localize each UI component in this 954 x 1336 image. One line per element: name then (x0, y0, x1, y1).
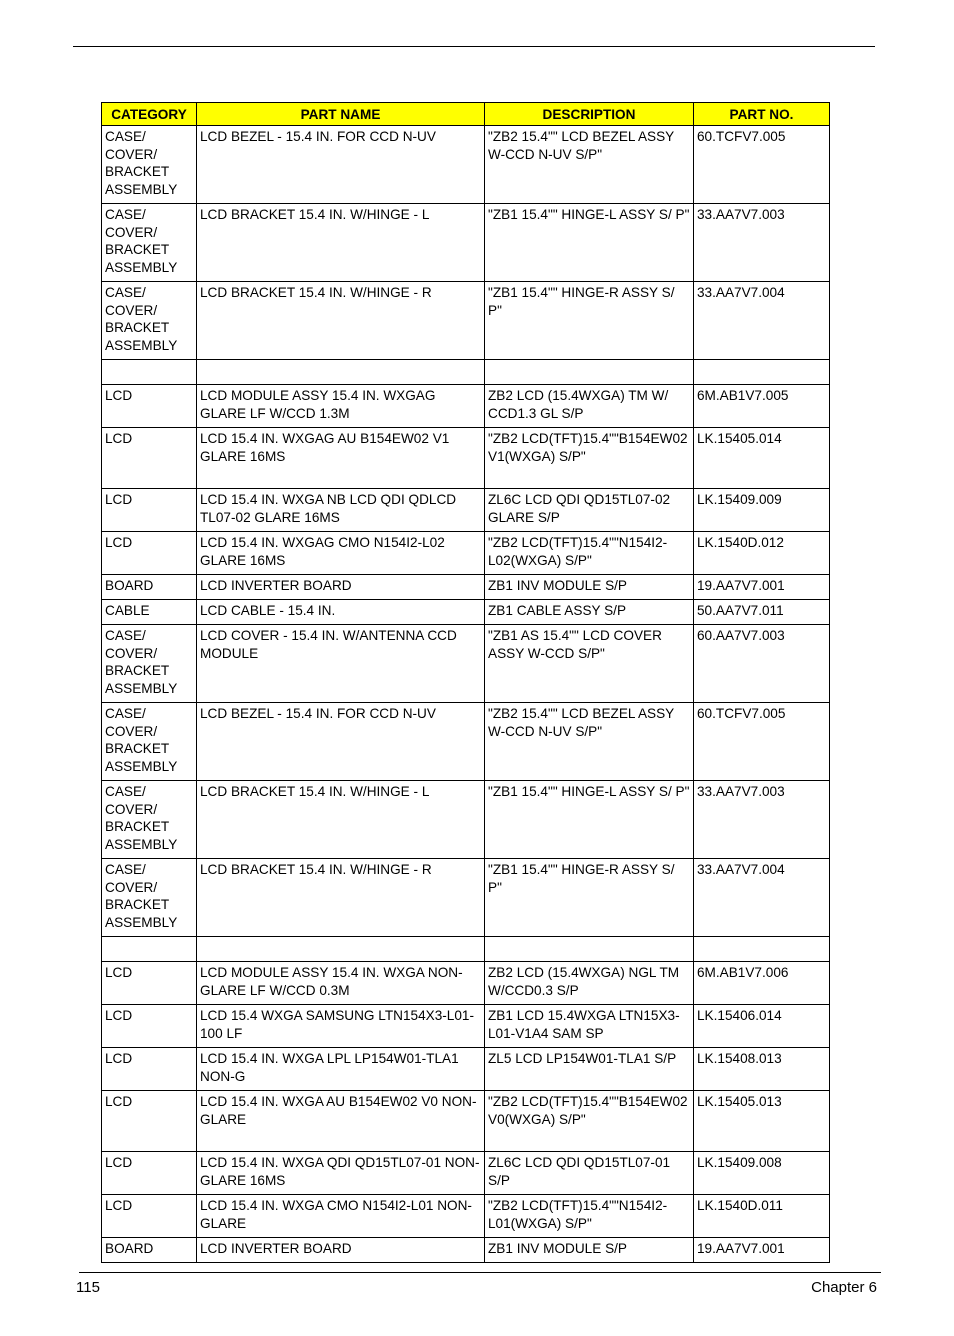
cell-description: "ZB1 15.4"" HINGE-L ASSY S/ P" (485, 781, 694, 859)
cell-description (485, 360, 694, 385)
cell-part-name: LCD BRACKET 15.4 IN. W/HINGE - L (197, 204, 485, 282)
cell-part-name: LCD INVERTER BOARD (197, 1238, 485, 1263)
cell-part-no: LK.15406.014 (694, 1005, 830, 1048)
column-header-part-no: PART NO. (694, 103, 830, 126)
cell-description: ZB1 CABLE ASSY S/P (485, 600, 694, 625)
cell-category: CASE/ COVER/ BRACKET ASSEMBLY (102, 204, 197, 282)
cell-part-name (197, 937, 485, 962)
cell-part-name: LCD 15.4 IN. WXGAG AU B154EW02 V1 GLARE 16MS (197, 428, 485, 489)
cell-category: CASE/ COVER/ BRACKET ASSEMBLY (102, 859, 197, 937)
table-row (102, 600, 830, 625)
cell-category: BOARD (102, 1238, 197, 1263)
cell-part-no: 33.AA7V7.004 (694, 859, 830, 937)
cell-category (102, 937, 197, 962)
cell-part-no: 50.AA7V7.011 (694, 600, 830, 625)
table-row (102, 625, 830, 703)
cell-category: LCD (102, 385, 197, 428)
column-header-category: CATEGORY (102, 103, 197, 126)
cell-category: LCD (102, 962, 197, 1005)
cell-part-no: 60.AA7V7.003 (694, 625, 830, 703)
cell-description: ZB2 LCD (15.4WXGA) TM W/ CCD1.3 GL S/P (485, 385, 694, 428)
table-row (102, 1195, 830, 1238)
cell-category: CASE/ COVER/ BRACKET ASSEMBLY (102, 781, 197, 859)
cell-part-no: LK.15405.013 (694, 1091, 830, 1152)
table-header (102, 103, 830, 126)
cell-part-no (694, 360, 830, 385)
cell-category: CASE/ COVER/ BRACKET ASSEMBLY (102, 126, 197, 204)
cell-part-no: LK.1540D.011 (694, 1195, 830, 1238)
cell-description: "ZB1 AS 15.4"" LCD COVER ASSY W-CCD S/P" (485, 625, 694, 703)
cell-category: CASE/ COVER/ BRACKET ASSEMBLY (102, 625, 197, 703)
table-row (102, 1005, 830, 1048)
cell-part-name: LCD 15.4 WXGA SAMSUNG LTN154X3-L01-100 LF (197, 1005, 485, 1048)
cell-part-name (197, 360, 485, 385)
cell-part-no: 19.AA7V7.001 (694, 575, 830, 600)
cell-category: LCD (102, 1195, 197, 1238)
cell-category: LCD (102, 1005, 197, 1048)
table-row (102, 859, 830, 937)
table-body (102, 126, 830, 1263)
cell-category: BOARD (102, 575, 197, 600)
cell-description: ZB1 INV MODULE S/P (485, 1238, 694, 1263)
cell-part-name: LCD CABLE - 15.4 IN. (197, 600, 485, 625)
table-row (102, 1091, 830, 1152)
table-row (102, 1152, 830, 1195)
table-row (102, 575, 830, 600)
cell-part-no: 33.AA7V7.003 (694, 781, 830, 859)
table-row (102, 532, 830, 575)
cell-description: "ZB1 15.4"" HINGE-R ASSY S/ P" (485, 859, 694, 937)
cell-description: ZL5 LCD LP154W01-TLA1 S/P (485, 1048, 694, 1091)
cell-part-name: LCD 15.4 IN. WXGAG CMO N154I2-L02 GLARE 16MS (197, 532, 485, 575)
cell-part-no: 6M.AB1V7.005 (694, 385, 830, 428)
table-row (102, 1048, 830, 1091)
parts-table (101, 102, 830, 1263)
cell-description: "ZB2 LCD(TFT)15.4""B154EW02 V0(WXGA) S/P" (485, 1091, 694, 1152)
cell-category: LCD (102, 428, 197, 489)
cell-description: "ZB2 LCD(TFT)15.4""N154I2-L01(WXGA) S/P" (485, 1195, 694, 1238)
cell-part-name: LCD INVERTER BOARD (197, 575, 485, 600)
cell-part-no: LK.15409.008 (694, 1152, 830, 1195)
cell-part-name: LCD BEZEL - 15.4 IN. FOR CCD N-UV (197, 126, 485, 204)
cell-part-name: LCD 15.4 IN. WXGA NB LCD QDI QDLCD TL07-02 GLARE 16MS (197, 489, 485, 532)
table-row (102, 282, 830, 360)
cell-category: LCD (102, 532, 197, 575)
cell-description: ZB2 LCD (15.4WXGA) NGL TM W/CCD0.3 S/P (485, 962, 694, 1005)
cell-description: "ZB2 15.4"" LCD BEZEL ASSY W-CCD N-UV S/P" (485, 126, 694, 204)
cell-description: "ZB2 15.4"" LCD BEZEL ASSY W-CCD N-UV S/P" (485, 703, 694, 781)
cell-category: LCD (102, 1091, 197, 1152)
cell-part-no: LK.1540D.012 (694, 532, 830, 575)
table-row (102, 781, 830, 859)
cell-description: ZB1 INV MODULE S/P (485, 575, 694, 600)
column-header-part-name: PART NAME (197, 103, 485, 126)
table-row (102, 703, 830, 781)
cell-description (485, 937, 694, 962)
cell-part-no (694, 937, 830, 962)
cell-category: CASE/ COVER/ BRACKET ASSEMBLY (102, 703, 197, 781)
cell-part-name: LCD COVER - 15.4 IN. W/ANTENNA CCD MODULE (197, 625, 485, 703)
cell-part-name: LCD BRACKET 15.4 IN. W/HINGE - R (197, 282, 485, 360)
cell-part-no: LK.15409.009 (694, 489, 830, 532)
cell-part-no: 6M.AB1V7.006 (694, 962, 830, 1005)
cell-part-name: LCD MODULE ASSY 15.4 IN. WXGAG GLARE LF W/CCD 1.3M (197, 385, 485, 428)
cell-category: CASE/ COVER/ BRACKET ASSEMBLY (102, 282, 197, 360)
header-rule (73, 46, 875, 47)
footer-rule (79, 1272, 881, 1273)
cell-part-no: LK.15405.014 (694, 428, 830, 489)
cell-part-name: LCD BRACKET 15.4 IN. W/HINGE - L (197, 781, 485, 859)
cell-part-no: LK.15408.013 (694, 1048, 830, 1091)
table-row (102, 204, 830, 282)
table-row (102, 1238, 830, 1263)
cell-description: ZL6C LCD QDI QD15TL07-01 S/P (485, 1152, 694, 1195)
cell-description: "ZB2 LCD(TFT)15.4""N154I2-L02(WXGA) S/P" (485, 532, 694, 575)
cell-part-name: LCD MODULE ASSY 15.4 IN. WXGA NON-GLARE LF W/CCD 0.3M (197, 962, 485, 1005)
cell-part-no: 33.AA7V7.004 (694, 282, 830, 360)
table-row (102, 360, 830, 385)
chapter-label: Chapter 6 (811, 1279, 877, 1296)
cell-description: "ZB1 15.4"" HINGE-R ASSY S/ P" (485, 282, 694, 360)
cell-category: LCD (102, 489, 197, 532)
cell-part-no: 60.TCFV7.005 (694, 126, 830, 204)
table-row (102, 385, 830, 428)
page-number: 115 (76, 1279, 100, 1296)
table-row (102, 126, 830, 204)
table-row (102, 428, 830, 489)
cell-description: "ZB1 15.4"" HINGE-L ASSY S/ P" (485, 204, 694, 282)
cell-category: CABLE (102, 600, 197, 625)
cell-category: LCD (102, 1152, 197, 1195)
table-row (102, 489, 830, 532)
cell-part-name: LCD BRACKET 15.4 IN. W/HINGE - R (197, 859, 485, 937)
header-row (102, 103, 830, 126)
cell-description: "ZB2 LCD(TFT)15.4""B154EW02 V1(WXGA) S/P" (485, 428, 694, 489)
cell-part-name: LCD 15.4 IN. WXGA LPL LP154W01-TLA1 NON-G (197, 1048, 485, 1091)
cell-description: ZB1 LCD 15.4WXGA LTN15X3-L01-V1A4 SAM SP (485, 1005, 694, 1048)
cell-part-no: 60.TCFV7.005 (694, 703, 830, 781)
cell-part-name: LCD 15.4 IN. WXGA AU B154EW02 V0 NON-GLARE (197, 1091, 485, 1152)
table-row (102, 962, 830, 1005)
cell-part-name: LCD 15.4 IN. WXGA CMO N154I2-L01 NON-GLARE (197, 1195, 485, 1238)
table-row (102, 937, 830, 962)
cell-part-no: 19.AA7V7.001 (694, 1238, 830, 1263)
cell-description: ZL6C LCD QDI QD15TL07-02 GLARE S/P (485, 489, 694, 532)
cell-part-no: 33.AA7V7.003 (694, 204, 830, 282)
column-header-description: DESCRIPTION (485, 103, 694, 126)
cell-category: LCD (102, 1048, 197, 1091)
cell-part-name: LCD BEZEL - 15.4 IN. FOR CCD N-UV (197, 703, 485, 781)
cell-part-name: LCD 15.4 IN. WXGA QDI QD15TL07-01 NON-GLARE 16MS (197, 1152, 485, 1195)
cell-category (102, 360, 197, 385)
